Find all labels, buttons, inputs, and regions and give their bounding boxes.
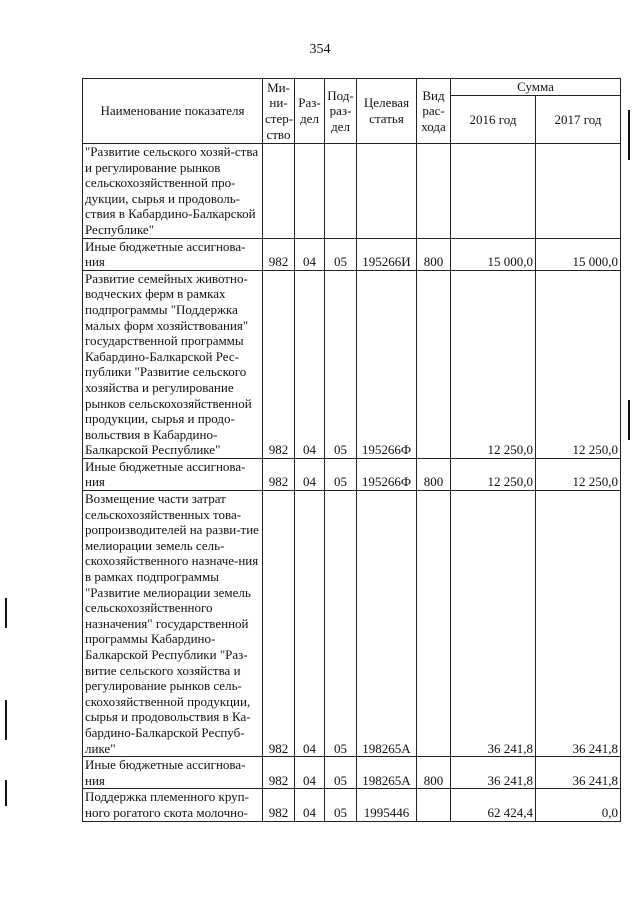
row-expense-type: 800 bbox=[417, 238, 451, 270]
row-subsection: 05 bbox=[325, 491, 357, 757]
row-section: 04 bbox=[295, 270, 325, 458]
table-row bbox=[83, 789, 621, 821]
row-section: 04 bbox=[295, 238, 325, 270]
row-ministry: 982 bbox=[263, 458, 295, 490]
row-section: 04 bbox=[295, 789, 325, 821]
header-sum: Сумма bbox=[451, 79, 621, 96]
row-ministry bbox=[263, 144, 295, 239]
row-sum-2016: 12 250,0 bbox=[451, 270, 536, 458]
table-row bbox=[83, 270, 621, 458]
row-ministry: 982 bbox=[263, 491, 295, 757]
header-ministry: Ми-ни-стер-ство bbox=[263, 79, 295, 144]
row-name: Поддержка племенного круп-ного рогатого скота молочно- bbox=[83, 789, 263, 821]
row-sum-2016: 12 250,0 bbox=[451, 458, 536, 490]
row-target: 195266Ф bbox=[357, 270, 417, 458]
header-year-2017: 2017 год bbox=[536, 96, 621, 144]
row-expense-type: 800 bbox=[417, 458, 451, 490]
row-section: 04 bbox=[295, 491, 325, 757]
header-year-2016: 2016 год bbox=[451, 96, 536, 144]
page-number: 354 bbox=[309, 42, 331, 57]
row-expense-type bbox=[417, 144, 451, 239]
table-row bbox=[83, 491, 621, 757]
row-target bbox=[357, 144, 417, 239]
row-sum-2016: 36 241,8 bbox=[451, 491, 536, 757]
row-expense-type bbox=[417, 270, 451, 458]
row-target: 1995446 bbox=[357, 789, 417, 821]
header-section: Раз-дел bbox=[295, 79, 325, 144]
row-expense-type bbox=[417, 789, 451, 821]
scan-edge-mark bbox=[5, 598, 7, 628]
budget-table bbox=[82, 78, 621, 822]
row-expense-type: 800 bbox=[417, 757, 451, 789]
table-row bbox=[83, 238, 621, 270]
row-subsection bbox=[325, 144, 357, 239]
row-sum-2016: 62 424,4 bbox=[451, 789, 536, 821]
row-subsection: 05 bbox=[325, 458, 357, 490]
header-subsection: Под-раз-дел bbox=[325, 79, 357, 144]
row-subsection: 05 bbox=[325, 789, 357, 821]
row-sum-2017: 12 250,0 bbox=[536, 458, 621, 490]
row-section: 04 bbox=[295, 757, 325, 789]
row-ministry: 982 bbox=[263, 238, 295, 270]
scan-edge-mark bbox=[628, 110, 630, 160]
row-subsection: 05 bbox=[325, 757, 357, 789]
row-sum-2017: 0,0 bbox=[536, 789, 621, 821]
scan-edge-mark bbox=[628, 400, 630, 440]
row-name: Иные бюджетные ассигнова-ния bbox=[83, 757, 263, 789]
header-name: Наименование показателя bbox=[83, 79, 263, 144]
header-expense-type: Вид рас-хода bbox=[417, 79, 451, 144]
row-subsection: 05 bbox=[325, 270, 357, 458]
row-sum-2017: 15 000,0 bbox=[536, 238, 621, 270]
header-row bbox=[83, 79, 621, 96]
row-sum-2017: 36 241,8 bbox=[536, 491, 621, 757]
row-name: Возмещение части затрат сельскохозяйственных това-ропроизводителей на разви-тие мелиорации земель сель-скохозяйственного назначе-ния в рамках подпрограммы "Развитие мелиорации земель сельскохозяйственного назначения" государственной программы Кабардино-Балкарской Республики "Раз-витие сельского хозяйства и регулирование рынков сель-скохозяйственной продукции, сырья и продовольствия в Ка-бардино-Балкарской Респуб-лике" bbox=[83, 491, 263, 757]
scan-edge-mark bbox=[5, 780, 7, 806]
row-name: Иные бюджетные ассигнова-ния bbox=[83, 238, 263, 270]
row-ministry: 982 bbox=[263, 757, 295, 789]
header-target: Целевая статья bbox=[357, 79, 417, 144]
row-expense-type bbox=[417, 491, 451, 757]
row-target: 198265А bbox=[357, 491, 417, 757]
table-row bbox=[83, 458, 621, 490]
row-name: Иные бюджетные ассигнова-ния bbox=[83, 458, 263, 490]
scan-edge-mark bbox=[5, 700, 7, 740]
row-target: 195266Ф bbox=[357, 458, 417, 490]
row-section: 04 bbox=[295, 458, 325, 490]
row-sum-2017: 36 241,8 bbox=[536, 757, 621, 789]
row-sum-2016: 36 241,8 bbox=[451, 757, 536, 789]
row-name: "Развитие сельского хозяй-ства и регулирование рынков сельскохозяйственной про-дукции, сырья и продоволь-ствия в Кабардино-Балкарской Республике" bbox=[83, 144, 263, 239]
row-ministry: 982 bbox=[263, 789, 295, 821]
row-target: 198265А bbox=[357, 757, 417, 789]
table-row bbox=[83, 144, 621, 239]
table-row bbox=[83, 757, 621, 789]
row-section bbox=[295, 144, 325, 239]
row-target: 195266И bbox=[357, 238, 417, 270]
row-ministry: 982 bbox=[263, 270, 295, 458]
row-sum-2016: 15 000,0 bbox=[451, 238, 536, 270]
row-sum-2016 bbox=[451, 144, 536, 239]
row-sum-2017: 12 250,0 bbox=[536, 270, 621, 458]
row-name: Развитие семейных животно-водческих ферм в рамках подпрограммы "Поддержка малых форм хозяйствования" государственной программы Кабардино-Балкарской Рес-публики "Развитие сельского хозяйства и регулирование рынков сельскохозяйственной продукции, сырья и продо-вольствия в Кабардино-Балкарской Республике" bbox=[83, 270, 263, 458]
row-sum-2017 bbox=[536, 144, 621, 239]
row-subsection: 05 bbox=[325, 238, 357, 270]
